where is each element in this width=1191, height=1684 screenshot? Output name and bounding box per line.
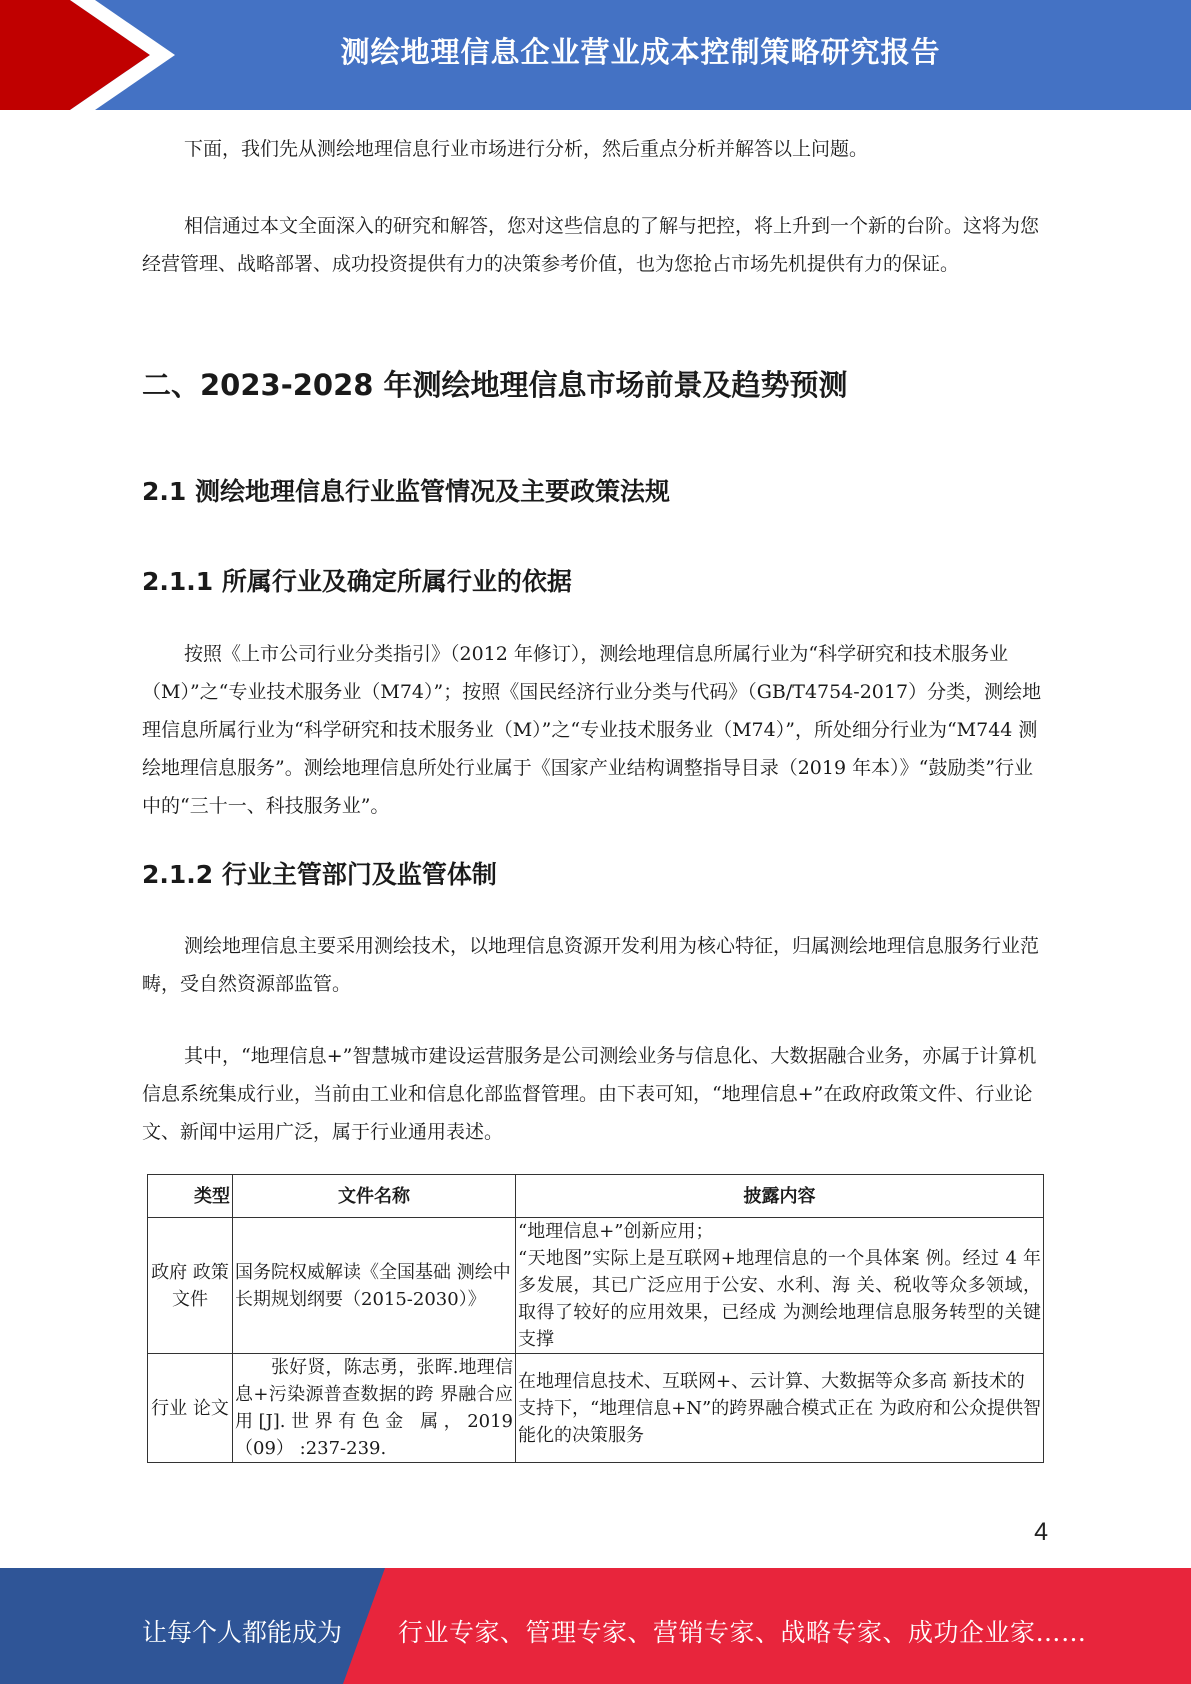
page-footer: [0, 1568, 1191, 1684]
header-type: 类型: [148, 1175, 233, 1218]
header-content: 披露内容: [516, 1175, 1044, 1218]
content-line: “地理信息+”创新应用；: [518, 1221, 714, 1242]
row-type-cell: 政府 政策 文件: [148, 1218, 233, 1354]
intro-paragraph-2: 相信通过本文全面深入的研究和解答，您对这些信息的了解与把控，将上升到一个新的台阶。这将为您经营管理、战略部署、成功投资提供有力的决策参考价值，也为您抢占市场先机提供有力的保证。: [142, 215, 1040, 275]
footer-slogan-right: 行业专家、管理专家、营销专家、战略专家、成功企业家……: [398, 1618, 1087, 1647]
row-name-cell: 张好贤，陈志勇，张晖.地理信息+污染源普查数据的跨 界融合应用[J].世界有色金 属，2019（09） :237-239.: [233, 1354, 516, 1463]
section-2-1-heading: 2.1 测绘地理信息行业监管情况及主要政策法规: [142, 477, 670, 506]
intro-paragraph-1: 下面，我们先从测绘地理信息行业市场进行分析，然后重点分析并解答以上问题。: [184, 138, 869, 160]
page-header: [0, 0, 1191, 110]
page-number: 4: [1034, 1518, 1048, 1546]
section-2-heading: 二、2023-2028 年测绘地理信息市场前景及趋势预测: [142, 368, 848, 402]
section-2-1-1-paragraph: 按照《上市公司行业分类指引》（2012 年修订），测绘地理信息所属行业为“科学研究和技术服务业（M）”之“专业技术服务业（M74）”；按照《国民经济行业分类与代码》（GB/T4754-2017）分类，测绘地理信息所属行业为“科学研究和技术服务业（M）”之“专业技术服务业（M74）”，所处细分行业为“M744 测绘地理信息服务”。测绘地理信息所处行业属于《国家产业结构调整指导目录（2019 年本）》“鼓励类”行业中的“三十一、科技服务业”。: [142, 643, 1042, 817]
table-row: [148, 1354, 1044, 1463]
row-content-cell: 在地理信息技术、互联网+、云计算、大数据等众多高 新技术的支持下，“地理信息+N”的跨界融合模式正在 为政府和公众提供智能化的决策服务: [516, 1354, 1044, 1463]
table-header-row: [148, 1175, 1044, 1218]
section-2-1-2-heading: 2.1.2 行业主管部门及监管体制: [142, 860, 497, 889]
row-type-cell: 行业 论文: [148, 1354, 233, 1463]
header-file-name: 文件名称: [233, 1175, 516, 1218]
report-title: 测绘地理信息企业营业成本控制策略研究报告: [340, 35, 941, 69]
content-line: “天地图”实际上是互联网+地理信息的一个具体案 例。经过 4 年多发展，其已广泛应用于公安、水利、海 关、税收等众多领域，取得了较好的应用效果，已经成 为测绘地理信息服务转型的关键支撑: [518, 1248, 1041, 1350]
table-row: [148, 1218, 1044, 1354]
section-2-1-2-paragraph-2: 其中，“地理信息+”智慧城市建设运营服务是公司测绘业务与信息化、大数据融合业务，亦属于计算机信息系统集成行业，当前由工业和信息化部监督管理。由下表可知，“地理信息+”在政府政策文件、行业论文、新闻中运用广泛，属于行业通用表述。: [142, 1045, 1037, 1143]
row-name-cell: 国务院权威解读《全国基础 测绘中长期规划纲要（2015-2030）》: [233, 1218, 516, 1354]
footer-slogan-left: 让每个人都能成为: [142, 1618, 343, 1647]
disclosure-table: [147, 1174, 1044, 1463]
row-content-cell: [516, 1218, 1044, 1354]
section-2-1-1-heading: 2.1.1 所属行业及确定所属行业的依据: [142, 567, 572, 596]
section-2-1-2-paragraph-1: 测绘地理信息主要采用测绘技术，以地理信息资源开发利用为核心特征，归属测绘地理信息服务行业范畴，受自然资源部监管。: [142, 935, 1040, 995]
